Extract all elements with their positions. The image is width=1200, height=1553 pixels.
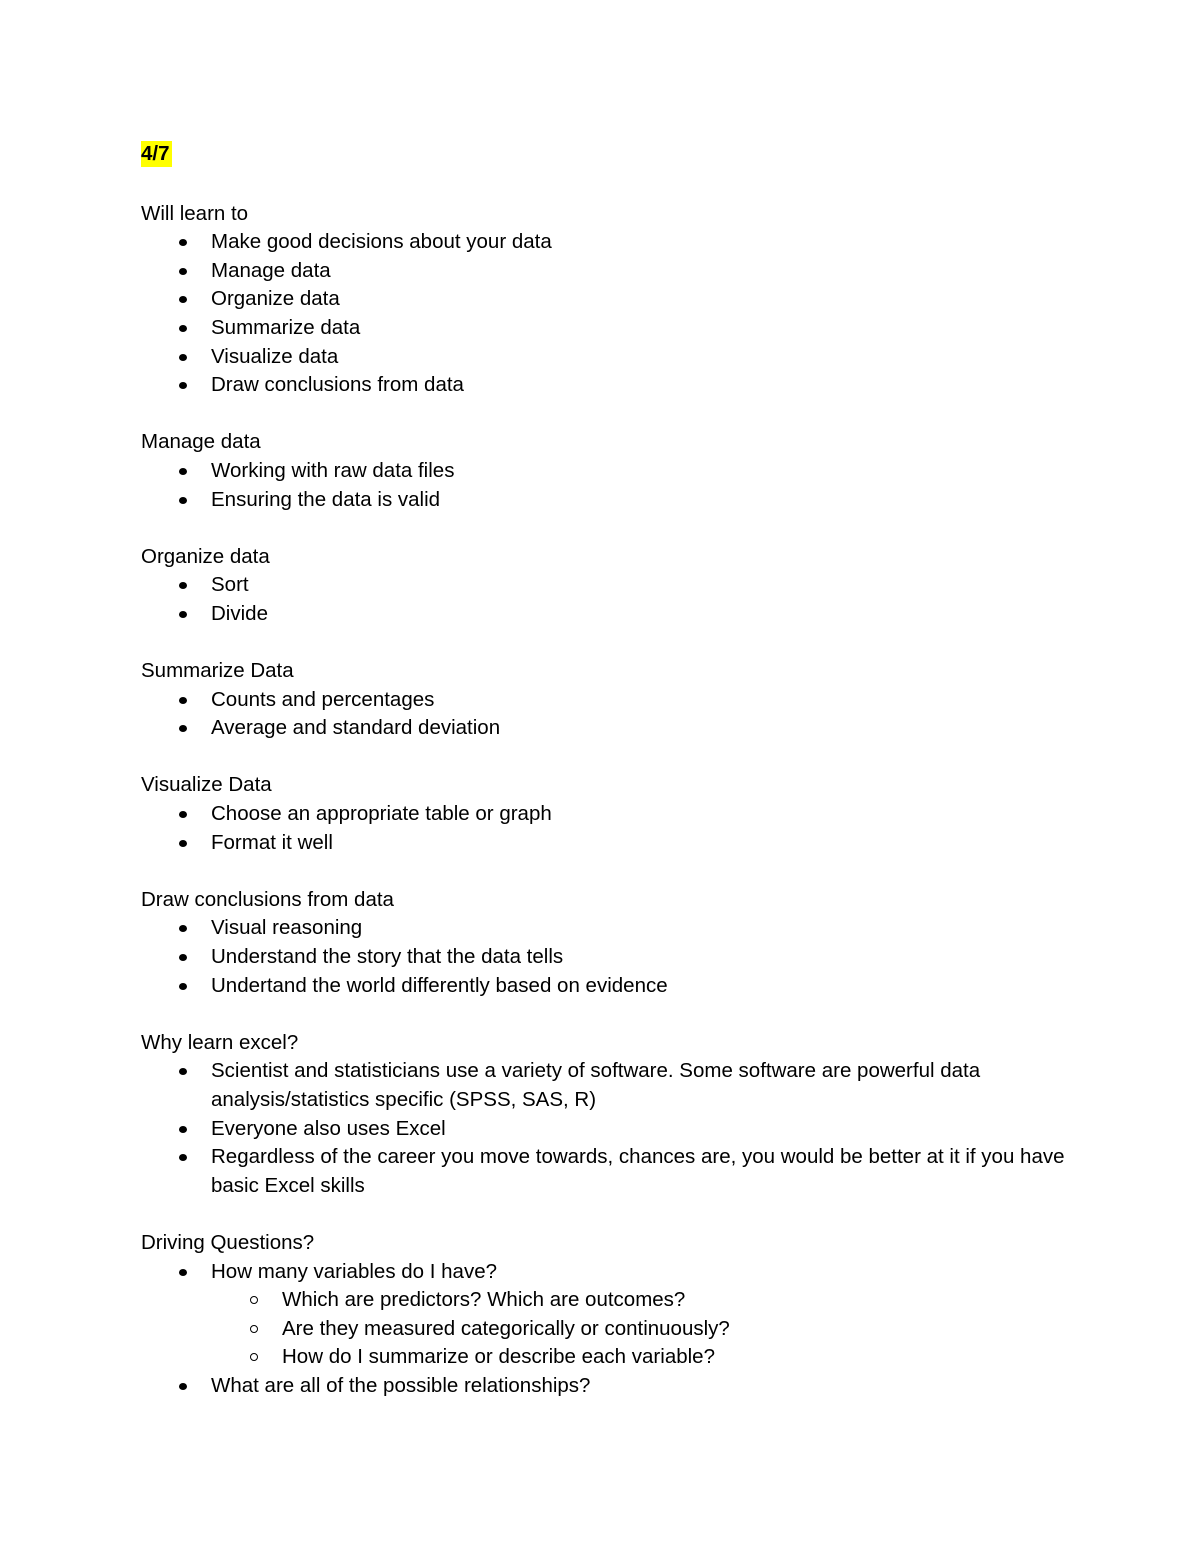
bullet-list — [141, 686, 1071, 743]
section-summarize-data — [141, 657, 1071, 743]
bullet-list — [141, 571, 1071, 628]
list-item: Visualize data — [141, 343, 1071, 372]
sub-list-item: Are they measured categorically or continuously? — [141, 1315, 1071, 1344]
section-heading: Driving Questions? — [141, 1230, 315, 1254]
list-item: Regardless of the career you move towards, chances are, you would be better at it if you have basic Excel skills — [141, 1143, 1071, 1200]
section-why-learn-excel — [141, 1029, 1071, 1201]
list-item: Undertand the world differently based on evidence — [141, 972, 1071, 1001]
bullet-list — [141, 1057, 1071, 1200]
list-item: Sort — [141, 571, 1071, 600]
list-item: Organize data — [141, 285, 1071, 314]
section-heading: Why learn excel? — [141, 1030, 299, 1054]
list-item: Understand the story that the data tells — [141, 943, 1071, 972]
date-heading: 4/7 — [141, 142, 170, 165]
bullet-list — [141, 457, 1071, 514]
list-item: Visual reasoning — [141, 914, 1071, 943]
section-heading: Manage data — [141, 430, 261, 454]
section-will-learn — [141, 200, 1071, 400]
list-item: Everyone also uses Excel — [141, 1115, 1071, 1144]
date-line — [141, 140, 1071, 169]
section-heading: Summarize Data — [141, 659, 294, 683]
section-heading: Will learn to — [141, 201, 249, 225]
bullet-list — [141, 800, 1071, 857]
list-item: How many variables do I have? — [141, 1258, 1071, 1287]
sub-bullet-list — [141, 1286, 1071, 1372]
list-item: Divide — [141, 600, 1071, 629]
list-item: Working with raw data files — [141, 457, 1071, 486]
section-driving-questions — [141, 1229, 1071, 1401]
section-heading: Organize data — [141, 544, 270, 568]
sub-list-item: How do I summarize or describe each variable? — [141, 1343, 1071, 1372]
section-manage-data — [141, 428, 1071, 514]
list-item: Draw conclusions from data — [141, 371, 1071, 400]
list-item: Choose an appropriate table or graph — [141, 800, 1071, 829]
section-organize-data — [141, 543, 1071, 629]
list-item: What are all of the possible relationships? — [141, 1372, 1071, 1401]
list-item: Ensuring the data is valid — [141, 486, 1071, 515]
list-item: Manage data — [141, 257, 1071, 286]
document-page — [141, 140, 1071, 1429]
bullet-list — [141, 1372, 1071, 1401]
list-item: Counts and percentages — [141, 686, 1071, 715]
list-item: Scientist and statisticians use a variety of software. Some software are powerful data analysis/statistics specific (SPSS, SAS, R) — [141, 1057, 1071, 1114]
list-item: Format it well — [141, 829, 1071, 858]
list-item: Average and standard deviation — [141, 714, 1071, 743]
bullet-list — [141, 228, 1071, 400]
bullet-list — [141, 1258, 1071, 1287]
section-visualize-data — [141, 771, 1071, 857]
list-item: Make good decisions about your data — [141, 228, 1071, 257]
section-draw-conclusions — [141, 886, 1071, 1000]
bullet-list — [141, 914, 1071, 1000]
list-item: Summarize data — [141, 314, 1071, 343]
section-heading: Visualize Data — [141, 773, 272, 797]
section-heading: Draw conclusions from data — [141, 887, 394, 911]
sub-list-item: Which are predictors? Which are outcomes? — [141, 1286, 1071, 1315]
